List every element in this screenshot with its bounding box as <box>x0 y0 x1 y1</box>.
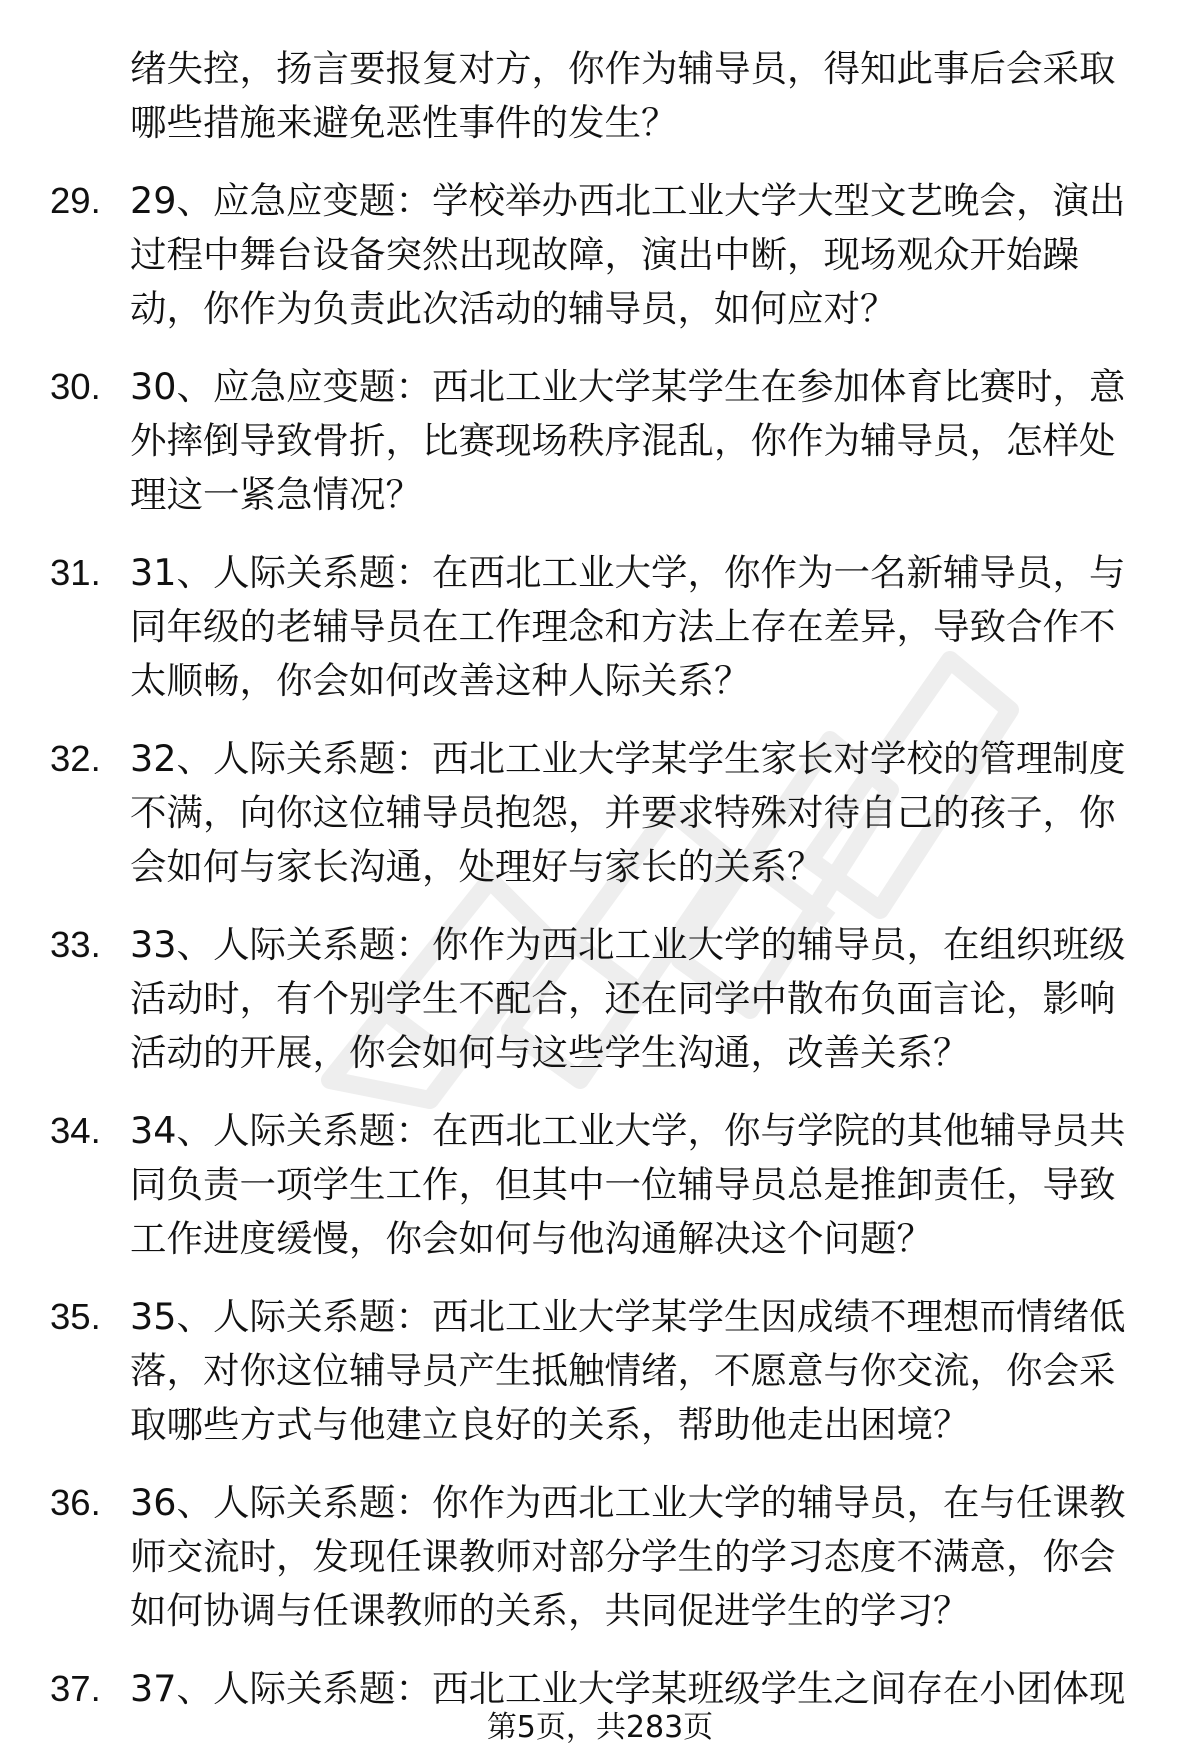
question-item <box>0 546 1200 708</box>
question-text: 34、人际关系题：在西北工业大学，你与学院的其他辅导员共同负责一项学生工作，但其中一位辅导员总是推卸责任，导致工作进度缓慢，你会如何与他沟通解决这个问题？ <box>130 1109 1126 1260</box>
question-continuation <box>0 42 1200 150</box>
question-text: 35、人际关系题：西北工业大学某学生因成绩不理想而情绪低落，对你这位辅导员产生抵触情绪，不愿意与你交流，你会采取哪些方式与他建立良好的关系，帮助他走出困境？ <box>130 1295 1126 1446</box>
question-item <box>0 360 1200 522</box>
question-list <box>0 42 1200 1740</box>
question-number: 30. <box>50 366 101 407</box>
continuation-text: 绪失控，扬言要报复对方，你作为辅导员，得知此事后会采取哪些措施来避免恶性事件的发生？ <box>130 47 1116 144</box>
question-text: 31、人际关系题：在西北工业大学，你作为一名新辅导员，与同年级的老辅导员在工作理念和方法上存在差异，导致合作不太顺畅，你会如何改善这种人际关系？ <box>130 551 1126 702</box>
question-text: 30、应急应变题：西北工业大学某学生在参加体育比赛时，意外摔倒导致骨折，比赛现场秩序混乱，你作为辅导员，怎样处理这一紧急情况？ <box>130 365 1126 516</box>
question-item <box>0 1476 1200 1638</box>
page-footer: 第5页，共283页 <box>486 1710 714 1745</box>
question-number: 31. <box>50 552 101 593</box>
question-text: 36、人际关系题：你作为西北工业大学的辅导员，在与任课教师交流时，发现任课教师对部分学生的学习态度不满意，你会如何协调与任课教师的关系，共同促进学生的学习？ <box>130 1481 1126 1632</box>
question-number: 33. <box>50 924 101 965</box>
question-item <box>0 1290 1200 1452</box>
question-number: 37. <box>50 1668 101 1709</box>
question-text: 32、人际关系题：西北工业大学某学生家长对学校的管理制度不满，向你这位辅导员抱怨，并要求特殊对待自己的孩子，你会如何与家长沟通，处理好与家长的关系？ <box>130 737 1126 888</box>
question-item <box>0 918 1200 1080</box>
question-number: 36. <box>50 1482 101 1523</box>
question-text: 33、人际关系题：你作为西北工业大学的辅导员，在组织班级活动时，有个别学生不配合，还在同学中散布负面言论，影响活动的开展，你会如何与这些学生沟通，改善关系？ <box>130 923 1126 1074</box>
question-number: 35. <box>50 1296 101 1337</box>
question-text: 29、应急应变题：学校举办西北工业大学大型文艺晚会，演出过程中舞台设备突然出现故障，演出中断，现场观众开始躁动，你作为负责此次活动的辅导员，如何应对？ <box>130 179 1126 330</box>
question-number: 32. <box>50 738 101 779</box>
question-item <box>0 174 1200 336</box>
question-number: 29. <box>50 180 101 221</box>
question-item <box>0 1104 1200 1266</box>
question-item <box>0 732 1200 894</box>
question-number: 34. <box>50 1110 101 1151</box>
question-text: 37、人际关系题：西北工业大学某班级学生之间存在小团体现 <box>130 1667 1126 1710</box>
